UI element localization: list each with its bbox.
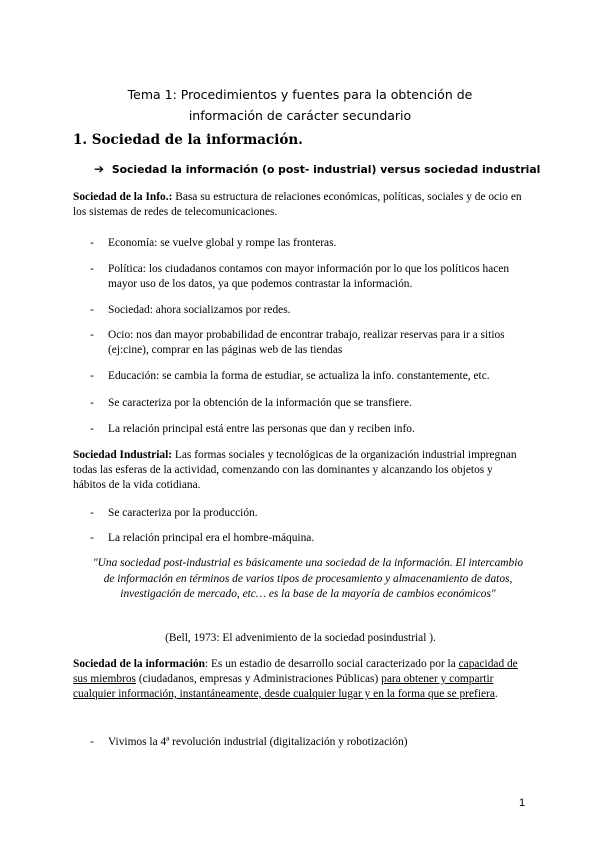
quote: "Una sociedad post-industrial es básicamente una sociedad de la información. El intercambio de información en términos de varios tipos de procesamiento y almacenamiento de datos, investigación de mercado, etc… es la base de la mayoría de cambios económicos" <box>92 557 524 600</box>
bullet-marker: - <box>90 397 94 409</box>
definition-paragraph <box>73 657 528 702</box>
section-heading: 1. Sociedad de la información. <box>73 132 303 148</box>
list-item-text: Se caracteriza por la producción. <box>108 507 258 519</box>
list-item-text: La relación principal está entre las personas que dan y reciben info. <box>108 423 415 435</box>
title-line-1: Tema 1: Procedimientos y fuentes para la obtención de <box>127 87 473 102</box>
list-item-text: Política: los ciudadanos contamos con mayor información por lo que los políticos hacen mayor uso de los datos, ya que podemos contrastar la información. <box>108 263 510 290</box>
definition-label: Sociedad de la información <box>73 658 205 670</box>
list-item <box>90 422 520 437</box>
document-title <box>60 84 540 126</box>
list-item <box>90 262 520 292</box>
list-item <box>90 303 520 318</box>
info-society-label: Sociedad de la Info.: <box>73 191 173 203</box>
list-item-text: Sociedad: ahora socializamos por redes. <box>108 304 291 316</box>
industrial-society-label: Sociedad Industrial: <box>73 449 173 461</box>
list-item <box>90 396 520 411</box>
industrial-society-text: Las formas sociales y tecnológicas de la organización industrial impregnan todas las esferas de la actividad, comenzando con las dominantes y alcanzando los objetos y hábitos de la vida cotidiana. <box>73 449 517 491</box>
bullet-marker: - <box>90 237 94 249</box>
list-item <box>90 236 520 251</box>
list-item-text: Vivimos la 4ª revolución industrial (digitalización y robotización) <box>108 736 408 748</box>
definition-underline-1: capacidad de sus miembros <box>73 658 518 685</box>
bullet-marker: - <box>90 304 94 316</box>
list-item <box>90 531 520 546</box>
definition-text-1: : Es un estadio de desarrollo social caracterizado por la <box>204 658 459 670</box>
list-item <box>90 369 520 384</box>
list-item-text: Educación: se cambia la forma de estudiar, se actualiza la info. constantemente, etc. <box>108 370 490 382</box>
definition-text-2: (ciudadanos, empresas y Administraciones Públicas) <box>135 673 382 685</box>
page-number: 1 <box>519 797 526 809</box>
title-line-2: información de carácter secundario <box>188 108 412 123</box>
definition-text-3: . <box>494 688 498 700</box>
bullet-marker: - <box>90 423 94 435</box>
citation: (Bell, 1973: El advenimiento de la sociedad posindustrial ). <box>165 632 436 644</box>
definition-underline-2: para obtener y compartir cualquier información, instantáneamente, desde cualquier lugar y en la forma que se prefiera <box>73 673 495 700</box>
list-item-text: La relación principal era el hombre-máquina. <box>108 532 315 544</box>
list-item <box>90 328 520 358</box>
subheading <box>94 162 540 176</box>
bullet-marker: - <box>90 507 94 519</box>
info-society-text: Basa su estructura de relaciones económicas, políticas, sociales y de ocio en los sistemas de redes de telecomunicaciones. <box>73 191 522 218</box>
subheading-text: Sociedad la información (o post- industrial) versus sociedad industrial <box>111 163 541 176</box>
list-item-text: Ocio: nos dan mayor probabilidad de encontrar trabajo, realizar reservas para ir a sitios (ej:cine), comprar en las páginas web de las tiendas <box>108 329 505 356</box>
industrial-society-paragraph <box>73 448 528 493</box>
list-item-text: Economía: se vuelve global y rompe las fronteras. <box>108 237 337 249</box>
list-item-text: Se caracteriza por la obtención de la información que se transfiere. <box>108 397 412 409</box>
info-society-paragraph <box>73 190 528 220</box>
bullet-marker: - <box>90 263 94 275</box>
list-item <box>90 506 520 521</box>
bullet-marker: - <box>90 370 94 382</box>
list-item <box>90 735 520 750</box>
bullet-marker: - <box>90 532 94 544</box>
bullet-marker: - <box>90 329 94 341</box>
bullet-marker: - <box>90 736 94 748</box>
arrow-right-icon: ➔ <box>94 162 105 176</box>
